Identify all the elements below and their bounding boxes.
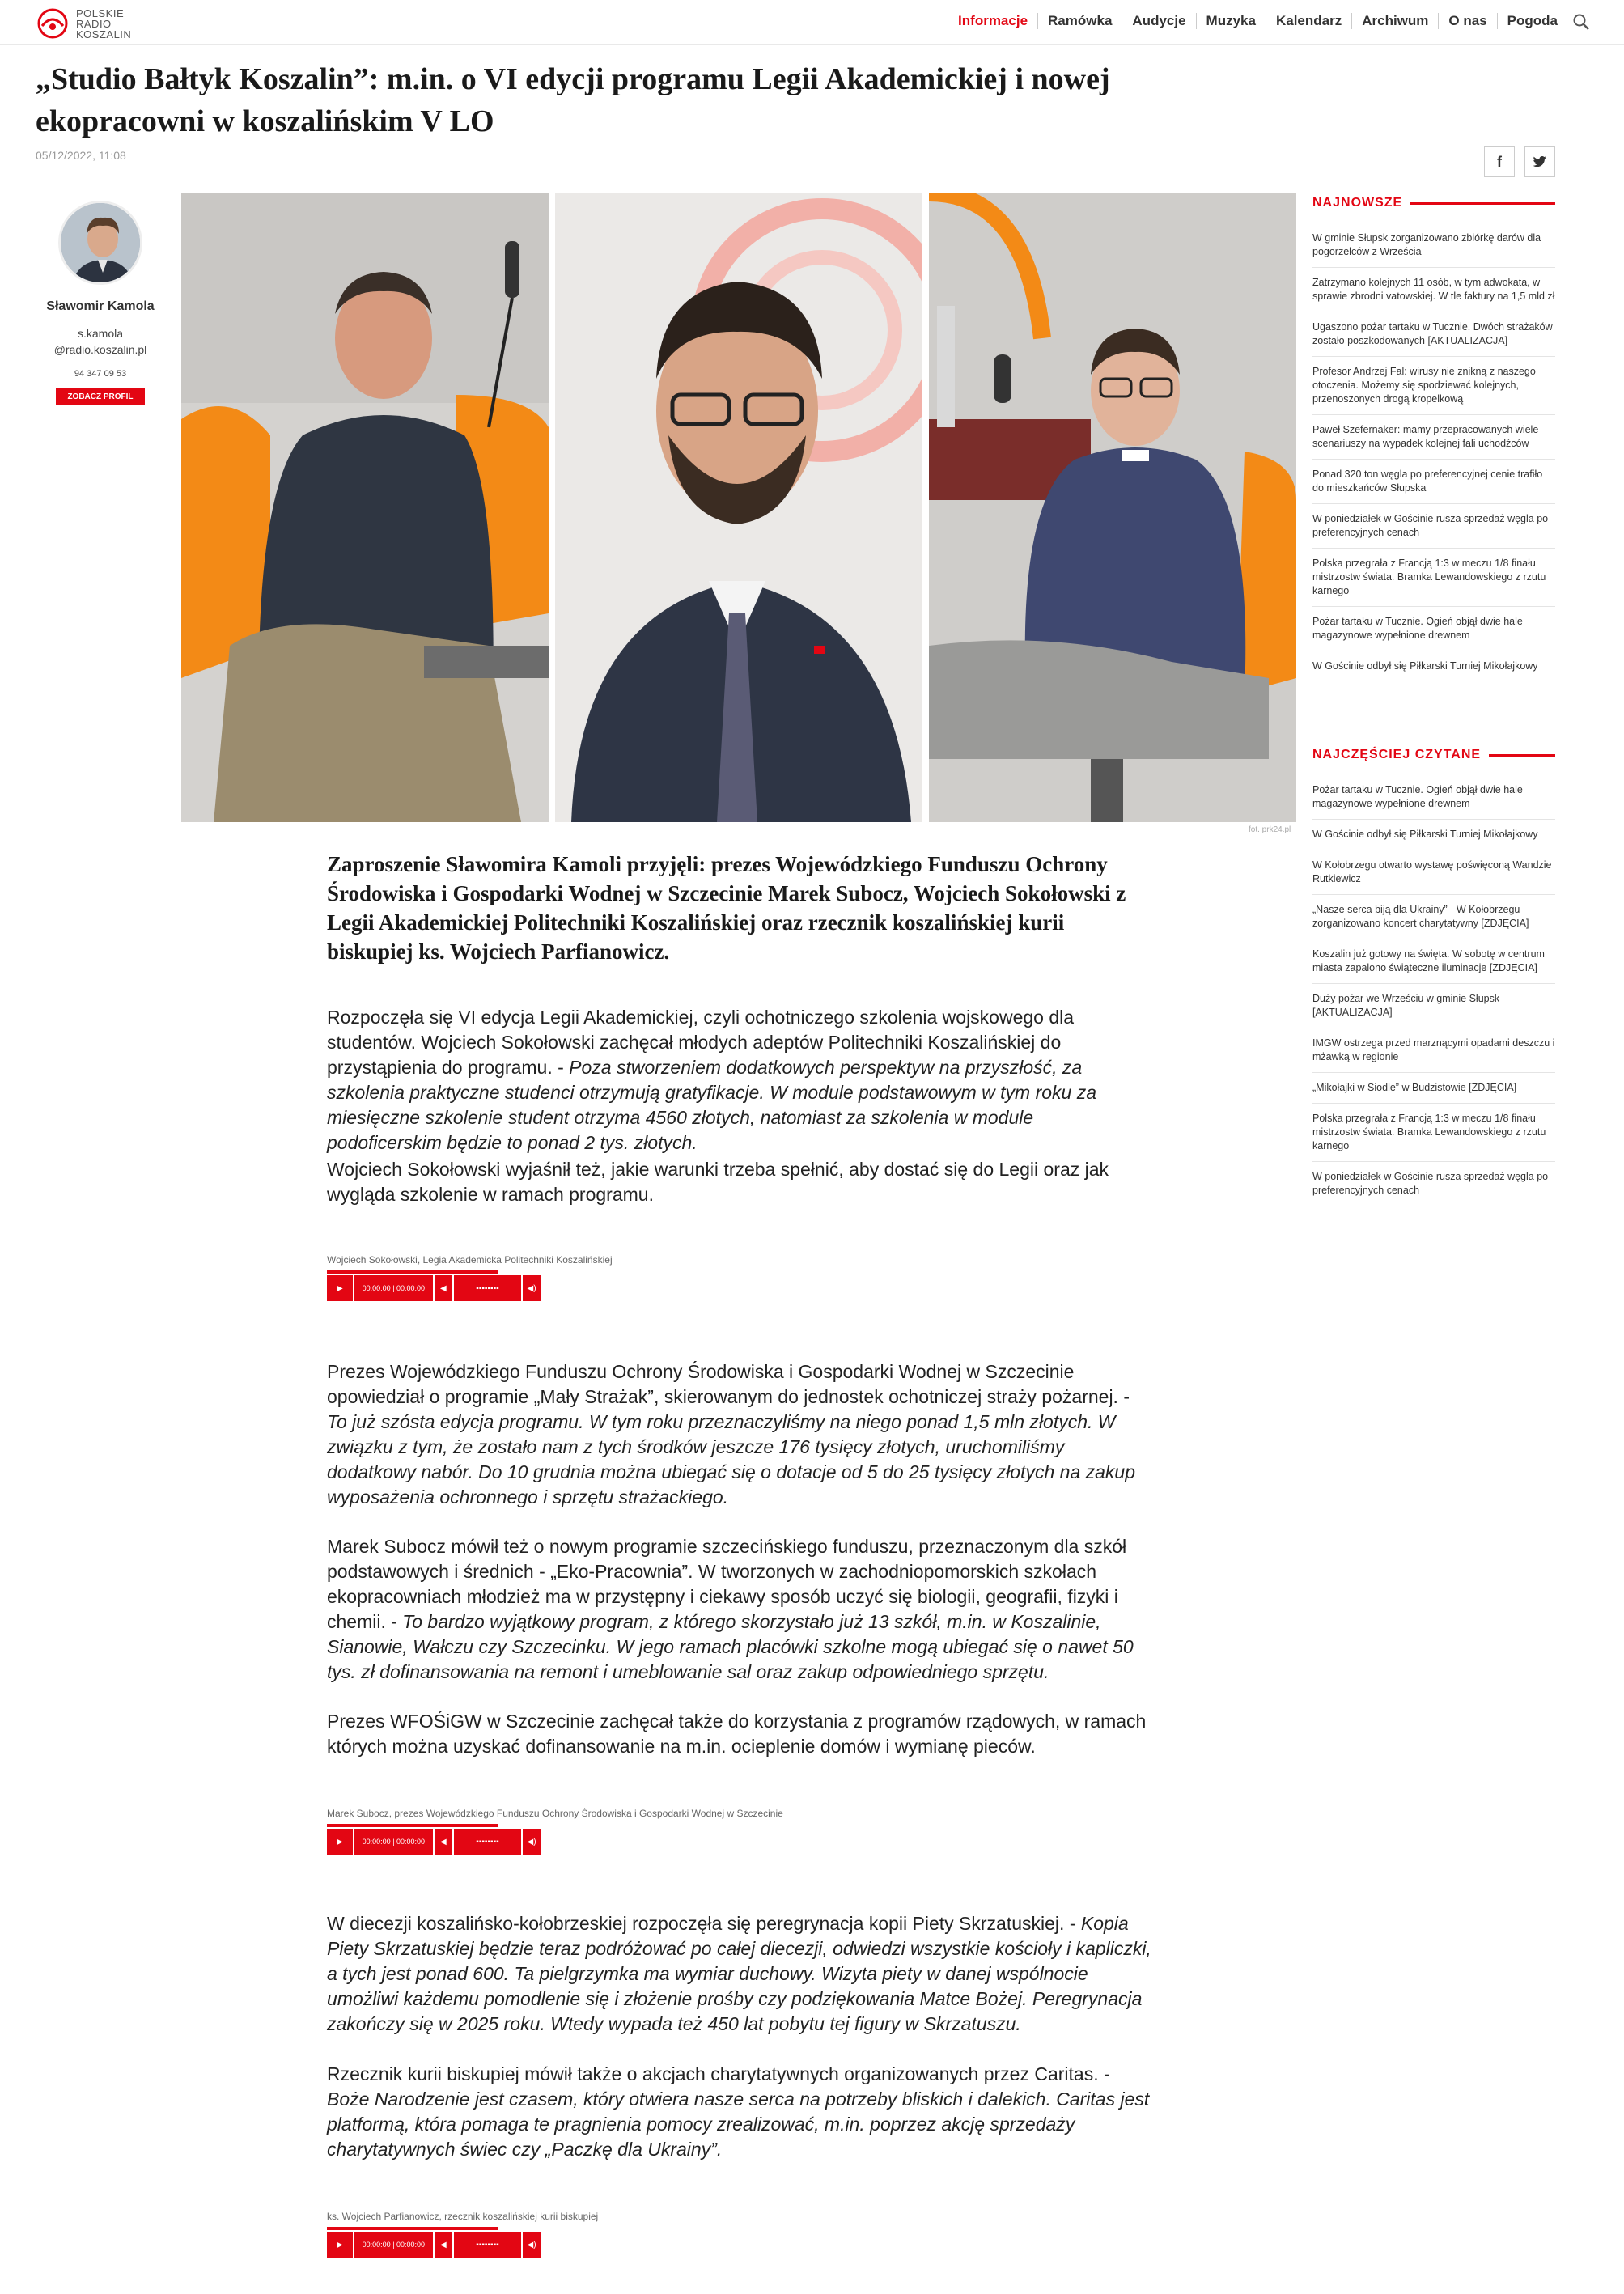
popular-item[interactable]: IMGW ostrzega przed marznącymi opadami deszczu i mżawką w regionie bbox=[1312, 1028, 1555, 1073]
article-paragraph-5: Prezes WFOŚiGW w Szczecinie zachęcał także do korzystania z programów rządowych, w ramach których można uzyskać dofinansowanie na m.in. ocieplenie domów i wymianę pieców. bbox=[327, 1711, 1147, 1757]
paragraph-quote: Kopia Piety Skrzatuskiej będzie teraz podróżować po całej diecezji, odwiedzi wszystkie kościoły i kapliczki, a tych jest ponad 600. Ta pielgrzymka ma wymiar duchowy. Wizyta piety w danej wspólnocie umożliwi każdemu pomodlenie się i złożenie prośby czy podziękowania Matce Bożej. Peregrynacja zakończy się w 2025 roku. Wtedy wypada też 450 lat pobytu tej figury w Skrzatuszu. bbox=[327, 1913, 1151, 2034]
audio-time: 00:00:00 | 00:00:00 bbox=[354, 1275, 433, 1301]
nav-o-nas[interactable]: O nas bbox=[1439, 13, 1497, 29]
volume-slider[interactable] bbox=[454, 1275, 521, 1301]
facebook-share-button[interactable] bbox=[1484, 146, 1515, 177]
newest-item[interactable]: Ponad 320 ton węgla po preferencyjnej cenie trafiło do mieszkańców Słupska bbox=[1312, 460, 1555, 504]
audio-caption-3: ks. Wojciech Parfianowicz, rzecznik koszalińskiej kurii biskupiej bbox=[327, 2211, 599, 2222]
audio-progress-2[interactable] bbox=[327, 1824, 498, 1827]
heading-divider bbox=[1410, 202, 1555, 205]
newest-item[interactable]: Polska przegrała z Francją 1:3 w meczu 1/8 finału mistrzostw świata. Bramka Lewandowskiego z rzutu karnego bbox=[1312, 549, 1555, 607]
nav-ramowka[interactable]: Ramówka bbox=[1038, 13, 1122, 29]
nav-pogoda[interactable]: Pogoda bbox=[1507, 13, 1558, 28]
sidebar-popular bbox=[1312, 748, 1555, 1206]
popular-item[interactable]: W Kołobrzegu otwarto wystawę poświęconą Wandzie Rutkiewicz bbox=[1312, 850, 1555, 895]
twitter-icon bbox=[1533, 155, 1547, 168]
max-volume-button[interactable] bbox=[523, 1829, 541, 1855]
twitter-share-button[interactable] bbox=[1524, 146, 1555, 177]
heading-divider bbox=[1489, 754, 1555, 757]
radio-logo-icon bbox=[36, 6, 70, 40]
newest-item[interactable]: W poniedziałek w Gościnie rusza sprzedaż węgla po preferencyjnych cenach bbox=[1312, 504, 1555, 549]
audio-player-2 bbox=[327, 1829, 541, 1855]
author-email[interactable] bbox=[36, 325, 165, 358]
nav-muzyka[interactable]: Muzyka bbox=[1197, 13, 1266, 29]
sidebar-popular-heading bbox=[1312, 748, 1555, 762]
audio-time: 00:00:00 | 00:00:00 bbox=[354, 1829, 433, 1855]
studio-guest-photo-icon bbox=[181, 193, 549, 822]
main-nav bbox=[948, 13, 1567, 29]
article-hero-image bbox=[181, 193, 1298, 822]
volume-bars-icon: ▪▪▪▪▪▪▪▪ bbox=[476, 1283, 499, 1293]
paragraph-quote: To bardzo wyjątkowy program, z którego skorzystało już 13 szkół, m.in. w Koszalinie, Sianowie, Wałczu czy Szczecinku. W jego ramach placówki szkolne mogą ubiegać się o nawet 50 tys. zł dofinansowania na remont i umeblowanie sal oraz zakup odpowiedniego sprzętu. bbox=[327, 1611, 1134, 1682]
site-logo[interactable] bbox=[36, 6, 131, 40]
sidebar-heading-label: NAJNOWSZE bbox=[1312, 196, 1403, 210]
paragraph-text: Marek Subocz mówił też o nowym programie szczecińskiego funduszu, przeznaczonym dla szkół podstawowych i średnich - „Eko-Pracownia”. W tworzonych w zachodniopomorskich szkołach ekopracowniach młodzież ma w przystępny i ciekawy sposób uczyć się biologii, geografii, fizyki i chemii. - bbox=[327, 1536, 1127, 1632]
paragraph-text: Rozpoczęła się VI edycja Legii Akademickiej, czyli ochotniczego szkolenia wojskowego dla studentów. Wojciech Sokołowski zachęcał młodych adeptów Politechniki Koszalińskiej do przystąpienia do programu. - bbox=[327, 1007, 1075, 1078]
newest-list bbox=[1312, 223, 1555, 681]
play-icon: ▶ bbox=[337, 1283, 343, 1293]
author-box bbox=[36, 201, 165, 405]
article-paragraph-3 bbox=[327, 1359, 1152, 1510]
author-avatar[interactable] bbox=[58, 201, 142, 285]
volume-icon: ◀ bbox=[440, 1283, 447, 1293]
paragraph-text: Prezes Wojewódzkiego Funduszu Ochrony Środowiska i Gospodarki Wodnej w Szczecinie opowiedział o programie „Mały Strażak”, skierowanym do jednostek ochotniczej straży pożarnej. - bbox=[327, 1361, 1130, 1407]
audio-progress-1[interactable] bbox=[327, 1270, 498, 1274]
newest-item[interactable]: W gminie Słupsk zorganizowano zbiórkę darów dla pogorzelców z Wrześcia bbox=[1312, 223, 1555, 268]
studio-priest-photo-icon bbox=[929, 193, 1296, 822]
popular-item[interactable]: W poniedziałek w Gościnie rusza sprzedaż węgla po preferencyjnych cenach bbox=[1312, 1171, 1549, 1196]
popular-item[interactable]: Polska przegrała z Francją 1:3 w meczu 1/8 finału mistrzostw świata. Bramka Lewandowskiego z rzutu karnego bbox=[1312, 1104, 1555, 1162]
paragraph-quote: To już szósta edycja programu. W tym roku przeznaczyliśmy na niego ponad 1,5 mln złotych. W związku z tym, że zostało nam z tych środków jeszcze 176 tysięcy złotych, uruchomiliśmy dodatkowy nabór. Do 10 grudnia można ubiegać się o dotacje od 5 do 25 tysięcy złotych na zakup wyposażenia ochronnego i sprzętu strażackiego. bbox=[327, 1411, 1135, 1507]
article-date: 05/12/2022, 11:08 bbox=[36, 149, 126, 162]
volume-bars-icon: ▪▪▪▪▪▪▪▪ bbox=[476, 2240, 499, 2249]
article-title: „Studio Bałtyk Koszalin”: m.in. o VI edycji programu Legii Akademickiej i nowej ekopracowni w koszalińskim V LO bbox=[36, 62, 1110, 138]
audio-time: 00:00:00 | 00:00:00 bbox=[354, 2232, 433, 2258]
sidebar-newest bbox=[1312, 196, 1555, 681]
play-icon: ▶ bbox=[337, 1837, 343, 1847]
volume-max-icon: ◀) bbox=[527, 2240, 536, 2249]
play-icon: ▶ bbox=[337, 2240, 343, 2249]
popular-item[interactable]: „Nasze serca biją dla Ukrainy” - W Kołobrzegu zorganizowano koncert charytatywny [ZDJĘCIA] bbox=[1312, 895, 1555, 939]
top-bar bbox=[0, 0, 1624, 45]
popular-item[interactable]: Koszalin już gotowy na święta. W sobotę w centrum miasta zapalono świąteczne iluminacje [ZDJĘCIA] bbox=[1312, 939, 1555, 984]
audio-caption-2: Marek Subocz, prezes Wojewódzkiego Funduszu Ochrony Środowiska i Gospodarki Wodnej w Szczecinie bbox=[327, 1808, 783, 1819]
newest-item[interactable]: W Gościnie odbył się Piłkarski Turniej Mikołajkowy bbox=[1312, 660, 1538, 672]
photo-panel-parfianowicz bbox=[929, 193, 1296, 822]
author-photo-icon bbox=[61, 203, 142, 285]
article-lead: Zaproszenie Sławomira Kamoli przyjęli: prezes Wojewódzkiego Funduszu Ochrony Środowiska i Gospodarki Wodnej w Szczecinie Marek Subocz, Wojciech Sokołowski z Legii Akademickiej Politechniki Koszalińskiej oraz rzecznik koszalińskiej kurii biskupiej ks. Wojciech Parfianowicz. bbox=[327, 852, 1126, 964]
audio-progress-3[interactable] bbox=[327, 2227, 498, 2230]
author-email-line2: @radio.koszalin.pl bbox=[53, 343, 147, 356]
newest-item[interactable]: Profesor Andrzej Fal: wirusy nie znikną z naszego otoczenia. Możemy się spodziewać kolejnych, przenoszonych drogą kropelkową bbox=[1312, 357, 1555, 415]
nav-kalendarz[interactable]: Kalendarz bbox=[1266, 13, 1352, 29]
newest-item[interactable]: Zatrzymano kolejnych 11 osób, w tym adwokata, w sprawie zbrodni vatowskiej. W tle faktury na 1,5 mld zł bbox=[1312, 268, 1555, 312]
logo-text: POLSKIE RADIO KOSZALIN bbox=[76, 6, 132, 40]
author-name[interactable]: Sławomir Kamola bbox=[46, 299, 155, 313]
sidebar-newest-heading bbox=[1312, 196, 1555, 210]
paragraph-text: Rzecznik kurii biskupiej mówił także o akcjach charytatywnych organizowanych przez Caritas. - bbox=[327, 2063, 1110, 2084]
volume-max-icon: ◀) bbox=[527, 1837, 536, 1847]
article-paragraph-7 bbox=[327, 2062, 1152, 2162]
photo-panel-subocz bbox=[555, 193, 922, 822]
max-volume-button[interactable] bbox=[523, 2232, 541, 2258]
nav-archiwum[interactable]: Archiwum bbox=[1352, 13, 1439, 29]
newest-item[interactable]: Ugaszono pożar tartaku w Tucznie. Dwóch strażaków zostało poszkodowanych [AKTUALIZACJA] bbox=[1312, 312, 1555, 357]
play-button[interactable] bbox=[327, 1275, 353, 1301]
photo-panel-sokolowski bbox=[181, 193, 549, 822]
newest-item[interactable]: Paweł Szefernaker: mamy przepracowanych wiele scenariuszy na wypadek kolejnej fali uchodźców bbox=[1312, 415, 1555, 460]
sidebar-heading-label: NAJCZĘŚCIEJ CZYTANE bbox=[1312, 748, 1482, 761]
audio-player-3 bbox=[327, 2232, 541, 2258]
volume-slider[interactable] bbox=[454, 2232, 521, 2258]
search-icon[interactable] bbox=[1572, 13, 1590, 31]
article-paragraph-1 bbox=[327, 1005, 1152, 1155]
volume-icon: ◀ bbox=[440, 2240, 447, 2249]
volume-slider[interactable] bbox=[454, 1829, 521, 1855]
newest-item[interactable]: Pożar tartaku w Tucznie. Ogień objął dwie hale magazynowe wypełnione drewnem bbox=[1312, 607, 1555, 651]
volume-max-icon: ◀) bbox=[527, 1283, 536, 1293]
popular-list bbox=[1312, 775, 1555, 1206]
article-paragraph-2: Wojciech Sokołowski wyjaśnił też, jakie warunki trzeba spełnić, aby dostać się do Legii oraz jak wygląda szkolenie w ramach programu. bbox=[327, 1159, 1109, 1205]
popular-item[interactable]: Pożar tartaku w Tucznie. Ogień objął dwie hale magazynowe wypełnione drewnem bbox=[1312, 775, 1555, 820]
author-phone: 94 347 09 53 bbox=[74, 369, 127, 379]
audio-player-1 bbox=[327, 1275, 541, 1301]
paragraph-quote: Poza stworzeniem dodatkowych perspektyw na przyszłość, za szkolenia praktyczne studenci otrzymują gratyfikacje. W module podstawowym w tym roku za miesięczne szkolenie student otrzyma 4560 złotych, natomiast za szkolenia w module podoficerskim będzie to ponad 2 tys. złotych. bbox=[327, 1057, 1097, 1153]
article-paragraph-6 bbox=[327, 1911, 1152, 2037]
author-email-line1: s.kamola bbox=[77, 327, 124, 340]
volume-icon: ◀ bbox=[440, 1837, 447, 1847]
nav-audycje[interactable]: Audycje bbox=[1122, 13, 1196, 29]
article-paragraph-4 bbox=[327, 1534, 1152, 1685]
mute-button[interactable] bbox=[435, 2232, 452, 2258]
photo-credit: fot. prk24.pl bbox=[1249, 825, 1291, 834]
popular-item[interactable]: „Mikołajki w Siodle” w Budzistowie [ZDJĘCIA] bbox=[1312, 1073, 1555, 1104]
audio-caption-1: Wojciech Sokołowski, Legia Akademicka Politechniki Koszalińskiej bbox=[327, 1254, 613, 1266]
volume-bars-icon: ▪▪▪▪▪▪▪▪ bbox=[476, 1837, 499, 1847]
portrait-photo-icon bbox=[555, 193, 922, 822]
facebook-icon: f bbox=[1497, 153, 1502, 170]
nav-informacje[interactable]: Informacje bbox=[948, 13, 1038, 29]
paragraph-text: W diecezji koszalińsko-kołobrzeskiej rozpoczęła się peregrynacja kopii Piety Skrzatuskiej. - bbox=[327, 1913, 1081, 1934]
view-profile-button[interactable]: ZOBACZ PROFIL bbox=[56, 388, 144, 405]
play-button[interactable] bbox=[327, 1829, 353, 1855]
mute-button[interactable] bbox=[435, 1829, 452, 1855]
popular-item[interactable]: Duży pożar we Wrześciu w gminie Słupsk [AKTUALIZACJA] bbox=[1312, 984, 1555, 1028]
play-button[interactable] bbox=[327, 2232, 353, 2258]
popular-item[interactable]: W Gościnie odbył się Piłkarski Turniej Mikołajkowy bbox=[1312, 820, 1555, 850]
paragraph-quote: Boże Narodzenie jest czasem, który otwiera nasze serca na potrzeby bliskich i dalekich. Caritas jest platformą, która pomaga te pragnienia pomocy zrealizować, m.in. poprzez akcję sprzedaży charytatywnych świec czy „Paczkę dla Ukrainy”. bbox=[327, 2088, 1150, 2160]
max-volume-button[interactable] bbox=[523, 1275, 541, 1301]
mute-button[interactable] bbox=[435, 1275, 452, 1301]
